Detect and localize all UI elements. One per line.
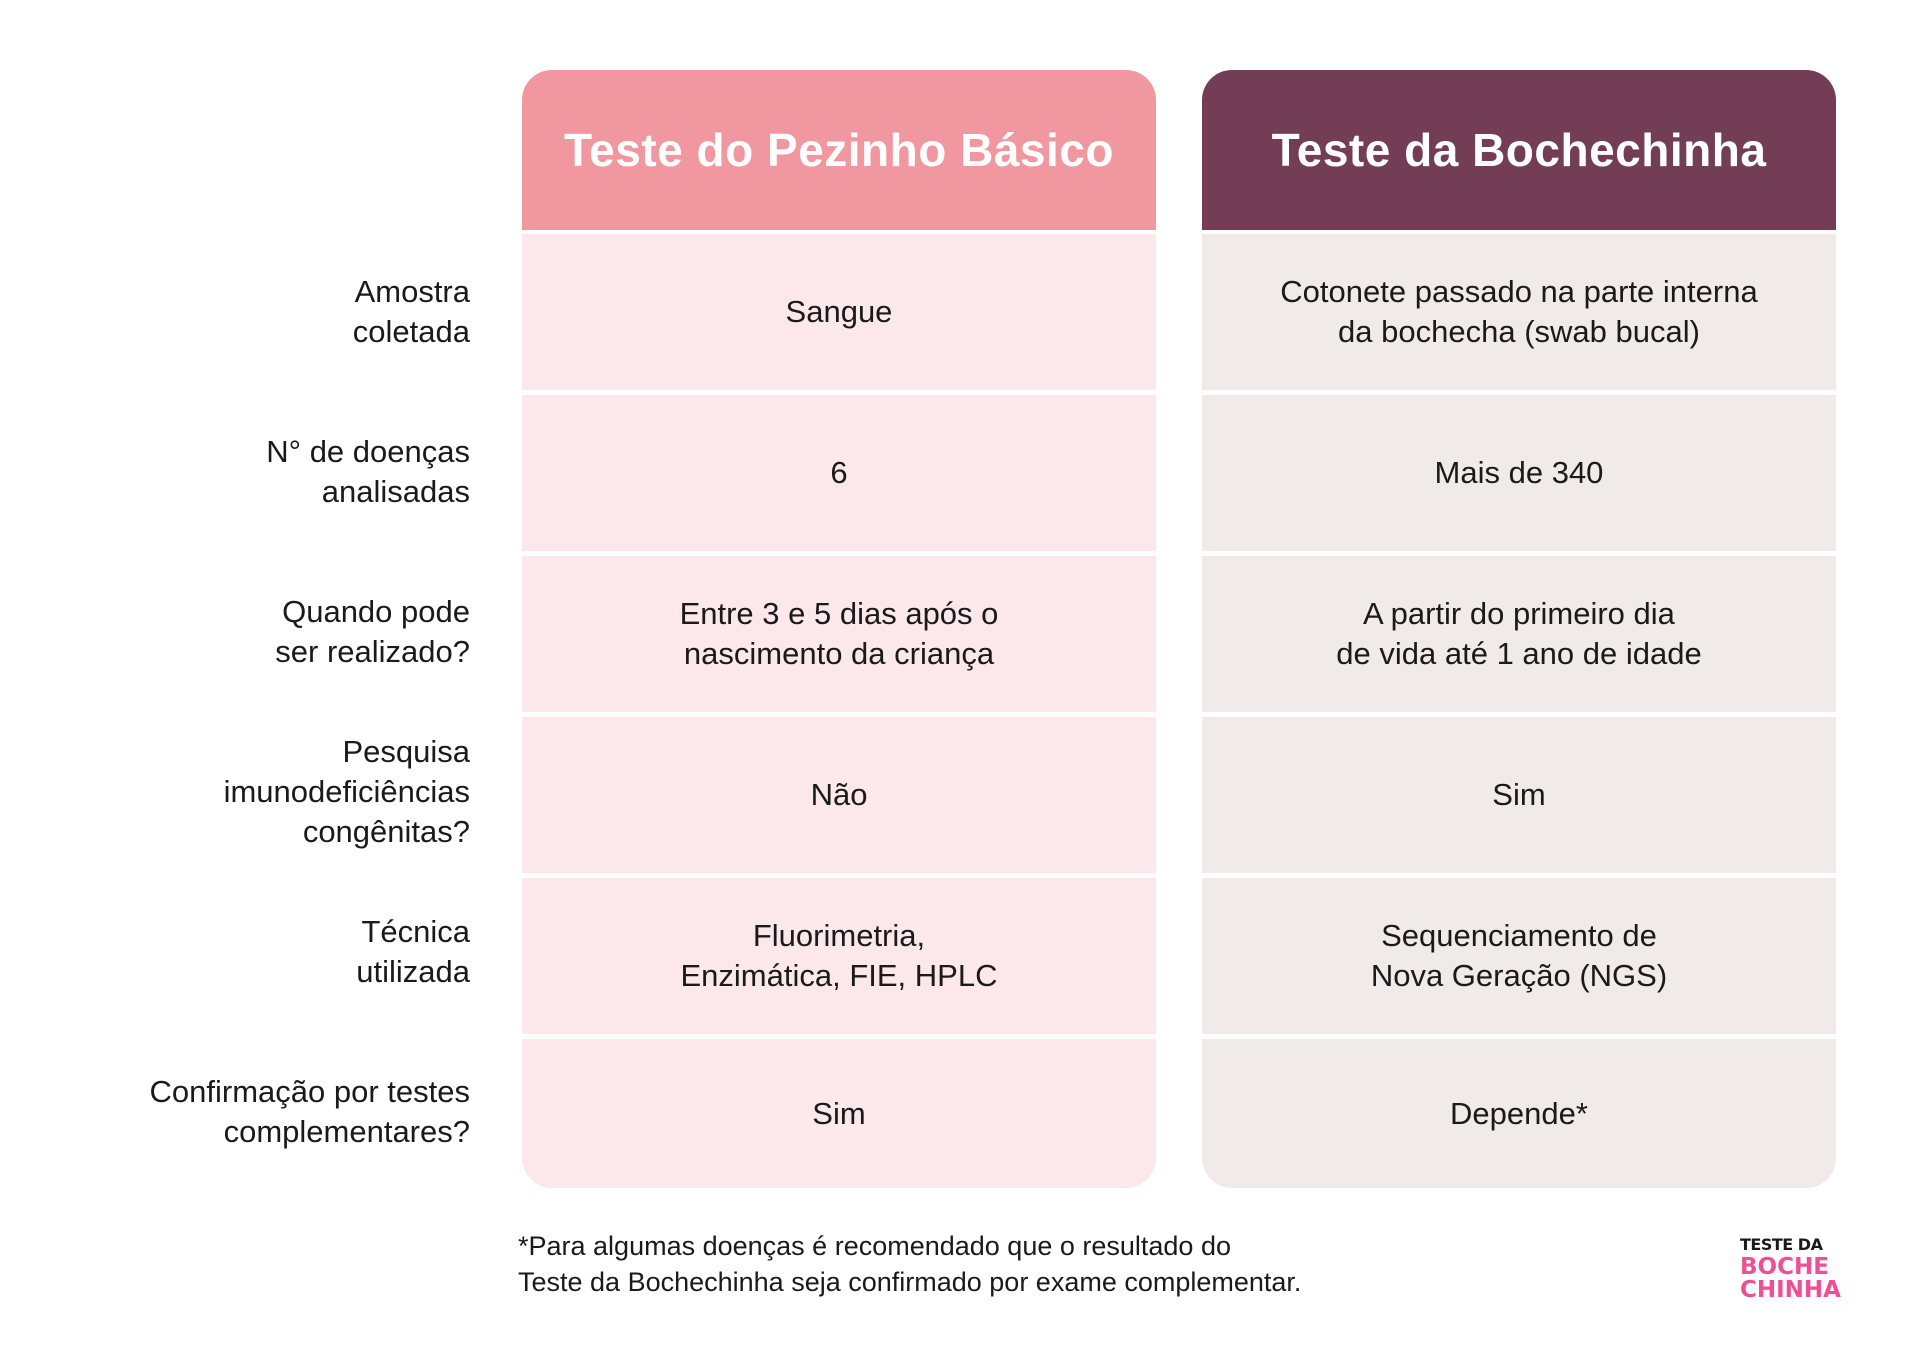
column-pezinho <box>522 70 1156 1188</box>
column-header-bochechinha: Teste da Bochechinha <box>1202 70 1836 230</box>
cell-pezinho-when: Entre 3 e 5 dias após o nascimento da criança <box>522 556 1156 712</box>
column-bochechinha <box>1202 70 1836 1188</box>
row-label-confirmation: Confirmação por testes complementares? <box>149 1074 470 1149</box>
cell-bochechinha-immunodeficiency: Sim <box>1202 717 1836 873</box>
row-label-immunodeficiency: Pesquisa imunodeficiências congênitas? <box>223 734 470 849</box>
logo-line-3: CHINHA <box>1740 1277 1841 1303</box>
column-header-pezinho: Teste do Pezinho Básico <box>522 70 1156 230</box>
cell-pezinho-technique: Fluorimetria, Enzimática, FIE, HPLC <box>522 878 1156 1034</box>
cell-bochechinha-when: A partir do primeiro dia de vida até 1 ano de idade <box>1202 556 1836 712</box>
cell-pezinho-sample: Sangue <box>522 234 1156 390</box>
row-labels <box>80 232 470 1192</box>
row-label-when: Quando pode ser realizado? <box>275 594 470 669</box>
row-label-disease-count: N° de doenças analisadas <box>266 434 470 509</box>
cell-pezinho-immunodeficiency: Não <box>522 717 1156 873</box>
cell-pezinho-confirmation: Sim <box>522 1039 1156 1188</box>
cell-bochechinha-sample: Cotonete passado na parte interna da bochecha (swab bucal) <box>1202 234 1836 390</box>
logo-line-1: TESTE DA <box>1740 1235 1823 1254</box>
cell-bochechinha-disease-count: Mais de 340 <box>1202 395 1836 551</box>
cell-bochechinha-technique: Sequenciamento de Nova Geração (NGS) <box>1202 878 1836 1034</box>
cell-bochechinha-confirmation: Depende* <box>1202 1039 1836 1188</box>
brand-logo <box>1740 1237 1841 1302</box>
cell-pezinho-disease-count: 6 <box>522 395 1156 551</box>
logo-line-2: BOCHE <box>1740 1254 1829 1280</box>
footnote: *Para algumas doenças é recomendado que o resultado do Teste da Bochechinha seja confirmado por exame complementar. <box>518 1231 1302 1297</box>
row-label-technique: Técnica utilizada <box>356 914 470 989</box>
row-label-sample: Amostra coletada <box>352 274 470 349</box>
